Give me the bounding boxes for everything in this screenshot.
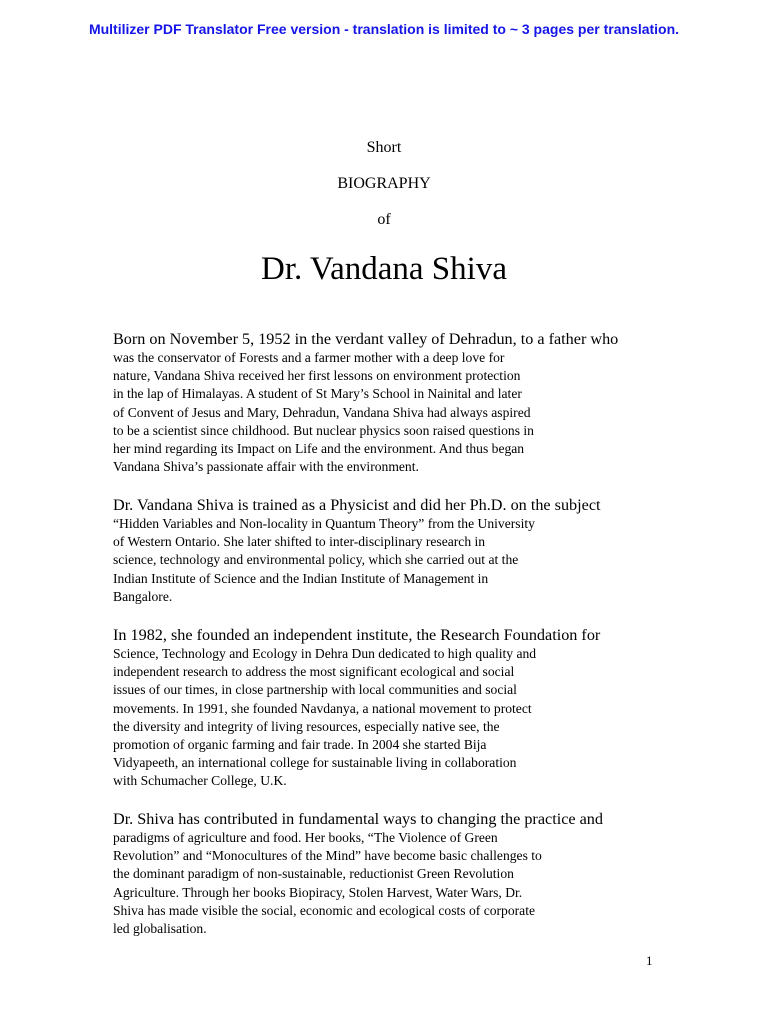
translator-banner: Multilizer PDF Translator Free version - translation is limited to ~ 3 pages per translation. <box>88 21 680 37</box>
paragraph-line: promotion of organic farming and fair trade. In 2004 she started Bija <box>113 737 487 753</box>
paragraph-line: of Western Ontario. She later shifted to inter-disciplinary research in <box>113 534 486 550</box>
paragraph-line: was the conservator of Forests and a farmer mother with a deep love for <box>113 350 505 365</box>
paragraph-line: Agriculture. Through her books Biopiracy, Stolen Harvest, Water Wars, Dr. <box>113 884 523 900</box>
paragraph-lead: In 1982, she founded an independent institute, the Research Foundation for <box>113 626 601 644</box>
paragraph-education <box>113 495 763 606</box>
paragraph-line: nature, Vandana Shiva received her first lessons on environment protection <box>113 368 521 384</box>
paragraph-line: the dominant paradigm of non-sustainable, reductionist Green Revolution <box>113 866 514 882</box>
paragraph-lead: Born on November 5, 1952 in the verdant valley of Dehradun, to a father who <box>113 330 619 348</box>
paragraph-line: of Convent of Jesus and Mary, Dehradun, Vandana Shiva had always aspired <box>113 404 531 420</box>
paragraph-line: Vandana Shiva’s passionate affair with the environment. <box>113 459 419 475</box>
paragraph-line: the diversity and integrity of living resources, especially native see, the <box>113 718 500 734</box>
paragraph-line: Shiva has made visible the social, economic and ecological costs of corporate <box>113 902 536 918</box>
paragraph-line: “Hidden Variables and Non-locality in Quantum Theory” from the University <box>113 516 535 531</box>
paragraph-line: led globalisation. <box>113 921 207 937</box>
paragraph-line: her mind regarding its Impact on Life and the environment. And thus began <box>113 441 525 457</box>
title-biography: BIOGRAPHY <box>337 175 431 192</box>
paragraph-line: Indian Institute of Science and the Indian Institute of Management in <box>113 570 489 586</box>
paragraph-line: Vidyapeeth, an international college for sustainable living in collaboration <box>113 755 517 771</box>
paragraph-line: Revolution” and “Monocultures of the Mind” have become basic challenges to <box>113 848 542 864</box>
paragraph-contributions <box>113 809 763 938</box>
paragraph-line: independent research to address the most significant ecological and social <box>113 664 515 680</box>
paragraph-foundation <box>113 625 763 791</box>
paragraph-line: movements. In 1991, she founded Navdanya, a national movement to protect <box>113 700 532 716</box>
paragraph-line: science, technology and environmental policy, which she carried out at the <box>113 552 519 568</box>
paragraph-lead: Dr. Shiva has contributed in fundamental ways to changing the practice and <box>113 810 603 828</box>
paragraph-line: in the lap of Himalayas. A student of St Mary’s School in Nainital and later <box>113 386 522 402</box>
paragraph-line: with Schumacher College, U.K. <box>113 773 287 789</box>
page-number: 1 <box>646 953 653 968</box>
paragraph-line: issues of our times, in close partnership with local communities and social <box>113 682 517 698</box>
paragraph-line: Bangalore. <box>113 588 173 604</box>
paragraph-birth <box>113 329 763 476</box>
paragraph-line: to be a scientist since childhood. But nuclear physics soon raised questions in <box>113 422 534 438</box>
title-name: Dr. Vandana Shiva <box>261 251 507 287</box>
paragraph-lead: Dr. Vandana Shiva is trained as a Physicist and did her Ph.D. on the subject <box>113 496 601 514</box>
title-of: of <box>377 211 391 228</box>
title-short: Short <box>366 139 402 156</box>
paragraph-line: Science, Technology and Ecology in Dehra Dun dedicated to high quality and <box>113 646 537 661</box>
paragraph-line: paradigms of agriculture and food. Her books, “The Violence of Green <box>113 830 498 845</box>
